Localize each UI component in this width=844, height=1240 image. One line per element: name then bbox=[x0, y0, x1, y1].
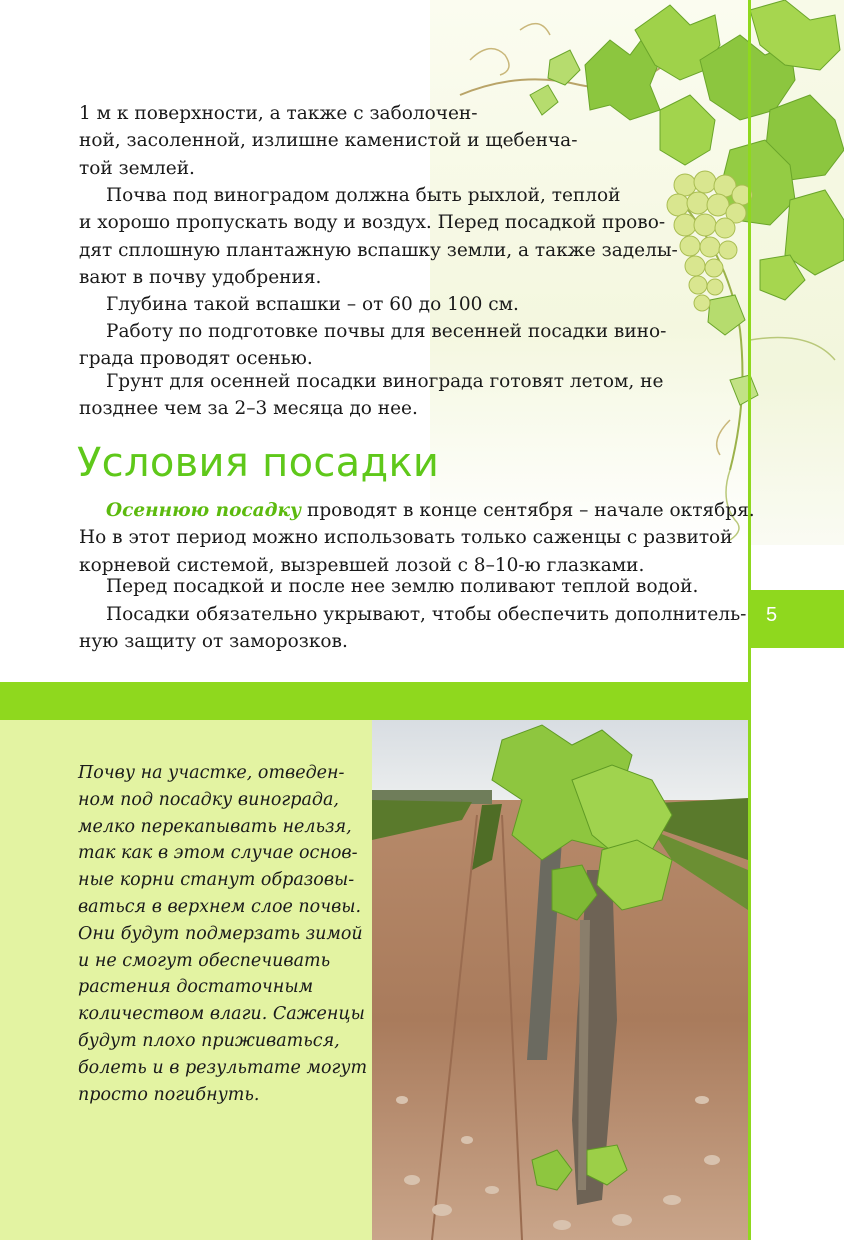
note-line: Почву на участке, отведен- bbox=[78, 763, 345, 783]
text-line: Перед посадкой и после нее землю поливают теплой водой. bbox=[106, 576, 699, 597]
text-line: Глубина такой вспашки – от 60 до 100 см. bbox=[106, 294, 519, 315]
section-paragraph-2 bbox=[79, 573, 698, 600]
text-line: той землей. bbox=[79, 157, 195, 179]
page-number-tab bbox=[751, 590, 844, 648]
text-line: града проводят осенью. bbox=[79, 348, 313, 370]
paragraph-4 bbox=[79, 318, 666, 373]
note-line: так как в этом случае основ- bbox=[78, 843, 358, 864]
text-line: Но в этот период можно использовать только саженцы с развитой bbox=[79, 527, 733, 549]
note-line: Они будут подмерзать зимой bbox=[78, 923, 363, 944]
text-line: и хорошо пропускать воду и воздух. Перед посадкой прово- bbox=[79, 212, 666, 234]
note-line: болеть и в результате могут bbox=[78, 1057, 368, 1078]
text-line bbox=[79, 497, 755, 524]
paragraph-5 bbox=[79, 368, 663, 423]
section-paragraph-3 bbox=[79, 601, 746, 656]
text-line: Посадки обязательно укрывают, чтобы обеспечить дополнитель- bbox=[106, 604, 747, 625]
section-title: Условия посадки bbox=[77, 440, 440, 486]
highlighted-term: Осеннюю посадку bbox=[106, 500, 302, 521]
note-line: ном под посадку винограда, bbox=[78, 789, 339, 810]
text-line: Грунт для осенней посадки винограда готовят летом, не bbox=[106, 371, 664, 392]
note-line: мелко перекапывать нельзя, bbox=[78, 816, 352, 837]
text-line: 1 м к поверхности, а также с заболочен- bbox=[79, 103, 478, 124]
text-line: ной, засоленной, излишне каменистой и щебенча- bbox=[79, 130, 578, 152]
note-line: количеством влаги. Саженцы bbox=[78, 1004, 365, 1025]
paragraph-3 bbox=[79, 291, 519, 318]
paragraph-2 bbox=[79, 182, 678, 291]
vineyard-photo bbox=[372, 720, 748, 1240]
page-number: 5 bbox=[766, 604, 778, 626]
text-line-rest: проводят в конце сентября – начале октября. bbox=[301, 500, 755, 521]
note-line: растения достаточным bbox=[78, 977, 314, 998]
text-line: вают в почву удобрения. bbox=[79, 266, 322, 288]
note-line: просто погибнуть. bbox=[78, 1084, 260, 1105]
text-line: Работу по подготовке почвы для весенней посадки вино- bbox=[106, 321, 667, 342]
paragraph-1 bbox=[79, 100, 577, 182]
note-line: ваться в верхнем слое почвы. bbox=[78, 896, 362, 917]
note-line: будут плохо приживаться, bbox=[78, 1030, 340, 1051]
note-text bbox=[78, 760, 367, 1108]
note-line: и не смогут обеспечивать bbox=[78, 950, 331, 971]
text-line: дят сплошную плантажную вспашку земли, а также заделы- bbox=[79, 239, 678, 261]
note-line: ные корни станут образовы- bbox=[78, 870, 355, 891]
text-line: ную защиту от заморозков. bbox=[79, 631, 348, 653]
section-paragraph-1 bbox=[79, 497, 755, 579]
text-line: позднее чем за 2–3 месяца до нее. bbox=[79, 398, 418, 420]
text-line: Почва под виноградом должна быть рыхлой, теплой bbox=[106, 185, 621, 206]
text-line: корневой системой, вызревшей лозой с 8–10-ю глазками. bbox=[79, 554, 645, 576]
green-divider-bar bbox=[0, 682, 748, 720]
